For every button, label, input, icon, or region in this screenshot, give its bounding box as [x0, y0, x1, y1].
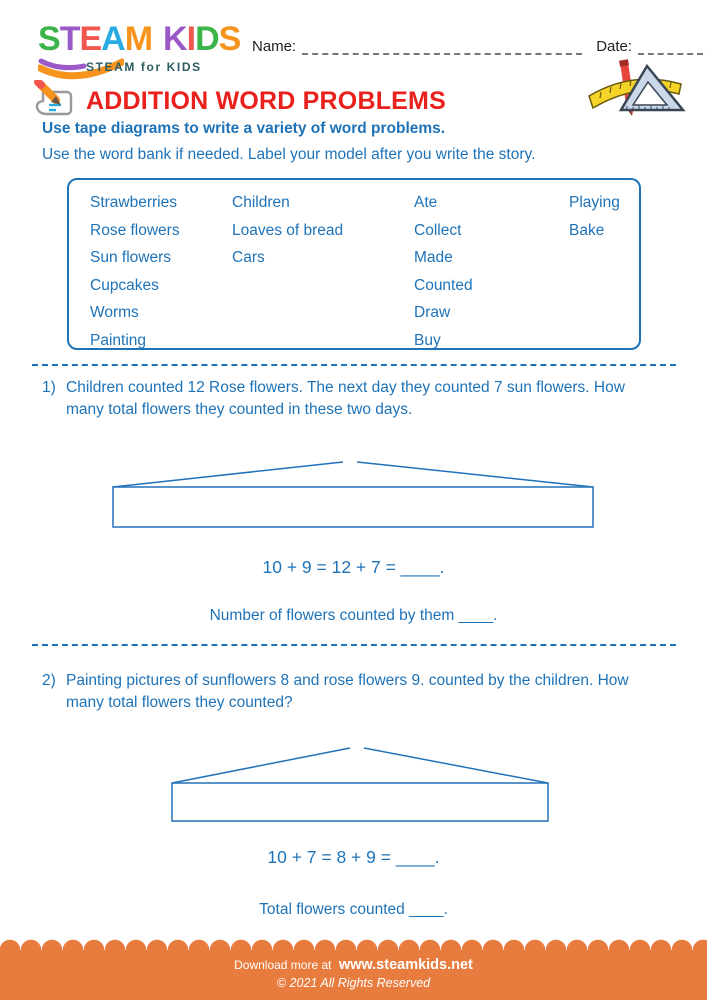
stationery-icon [585, 54, 689, 126]
footer-site-link: www.steamkids.net [338, 957, 473, 973]
pencil-paper-icon [33, 80, 79, 122]
answer-label: Number of flowers counted by them ____. [209, 607, 498, 624]
word-bank-item: Painting [90, 331, 147, 349]
word-bank-item: Worms [90, 304, 139, 321]
word-bank-item: Made [414, 249, 453, 266]
problem-2 [42, 670, 658, 714]
word-bank-item: Ate [414, 194, 438, 211]
word-bank-item: Cars [232, 249, 265, 266]
page-title: ADDITION WORD PROBLEMS [86, 86, 446, 115]
word-bank-item: Buy [414, 331, 441, 349]
problem-number: 2) [42, 672, 56, 689]
equation: 10 + 7 = 8 + 9 = ____. [267, 847, 440, 867]
name-date-row [252, 38, 707, 55]
logo-letter: S [38, 20, 60, 58]
word-bank-item: Counted [414, 276, 473, 294]
date-blank-line [638, 38, 707, 55]
problem-text: Painting pictures of sunflowers 8 and rose flowers 9. counted by the children. How many total flowers they counted? [66, 672, 629, 711]
footer-copyright: © 2021 All Rights Reserved [276, 976, 431, 990]
word-bank-item: Bake [569, 221, 605, 239]
word-bank-item: Rose flowers [90, 221, 180, 239]
logo-letter: K [163, 20, 187, 58]
word-bank-column [569, 189, 639, 354]
tape-diagram-1 [112, 460, 594, 529]
problem-1 [42, 377, 658, 421]
word-bank-item: Draw [414, 304, 451, 321]
word-bank-item: Strawberries [90, 194, 177, 211]
problem-text: Children counted 12 Rose flowers. The next day they counted 7 sun flowers. How many total flowers they counted in these two days. [66, 379, 625, 418]
equation: 10 + 9 = 12 + 7 = ____. [262, 557, 445, 577]
logo-letter: T [59, 20, 80, 58]
answer-label: Total flowers counted ____. [259, 901, 448, 918]
logo-letter: I [186, 20, 196, 58]
steam-kids-logo [38, 22, 240, 82]
word-bank-item: Playing [569, 194, 620, 211]
logo-letter: E [79, 20, 102, 58]
problem-number: 1) [42, 379, 56, 396]
logo-wordmark [38, 22, 240, 56]
logo-tagline: STEAM for KIDS [86, 60, 202, 74]
word-bank-item: Loaves of bread [232, 221, 344, 239]
logo-letter: A [101, 20, 125, 58]
tape-diagram-2 [171, 746, 549, 822]
word-bank-item: Sun flowers [90, 249, 171, 266]
word-bank-item: Cupcakes [90, 276, 159, 294]
footer [0, 950, 707, 1000]
logo-letter: D [195, 20, 219, 58]
word-bank-column [232, 189, 414, 354]
dashed-divider [32, 644, 676, 646]
instruction-bold: Use tape diagrams to write a variety of word problems. [42, 120, 446, 137]
word-bank-item: Collect [414, 221, 462, 239]
name-label: Name: [252, 38, 297, 55]
footer-scallop-edge [0, 939, 707, 950]
footer-download-text: Download more at [234, 958, 332, 972]
logo-letter: M [124, 20, 153, 58]
word-bank-box [67, 178, 641, 350]
date-label: Date: [596, 38, 633, 55]
dashed-divider [32, 364, 676, 366]
name-blank-line [302, 38, 582, 55]
logo-letter: S [218, 20, 241, 58]
instruction-line: Use the word bank if needed. Label your model after you write the story. [42, 146, 536, 163]
word-bank-column [90, 189, 232, 354]
word-bank-column [414, 189, 569, 354]
word-bank-item: Children [232, 194, 290, 211]
